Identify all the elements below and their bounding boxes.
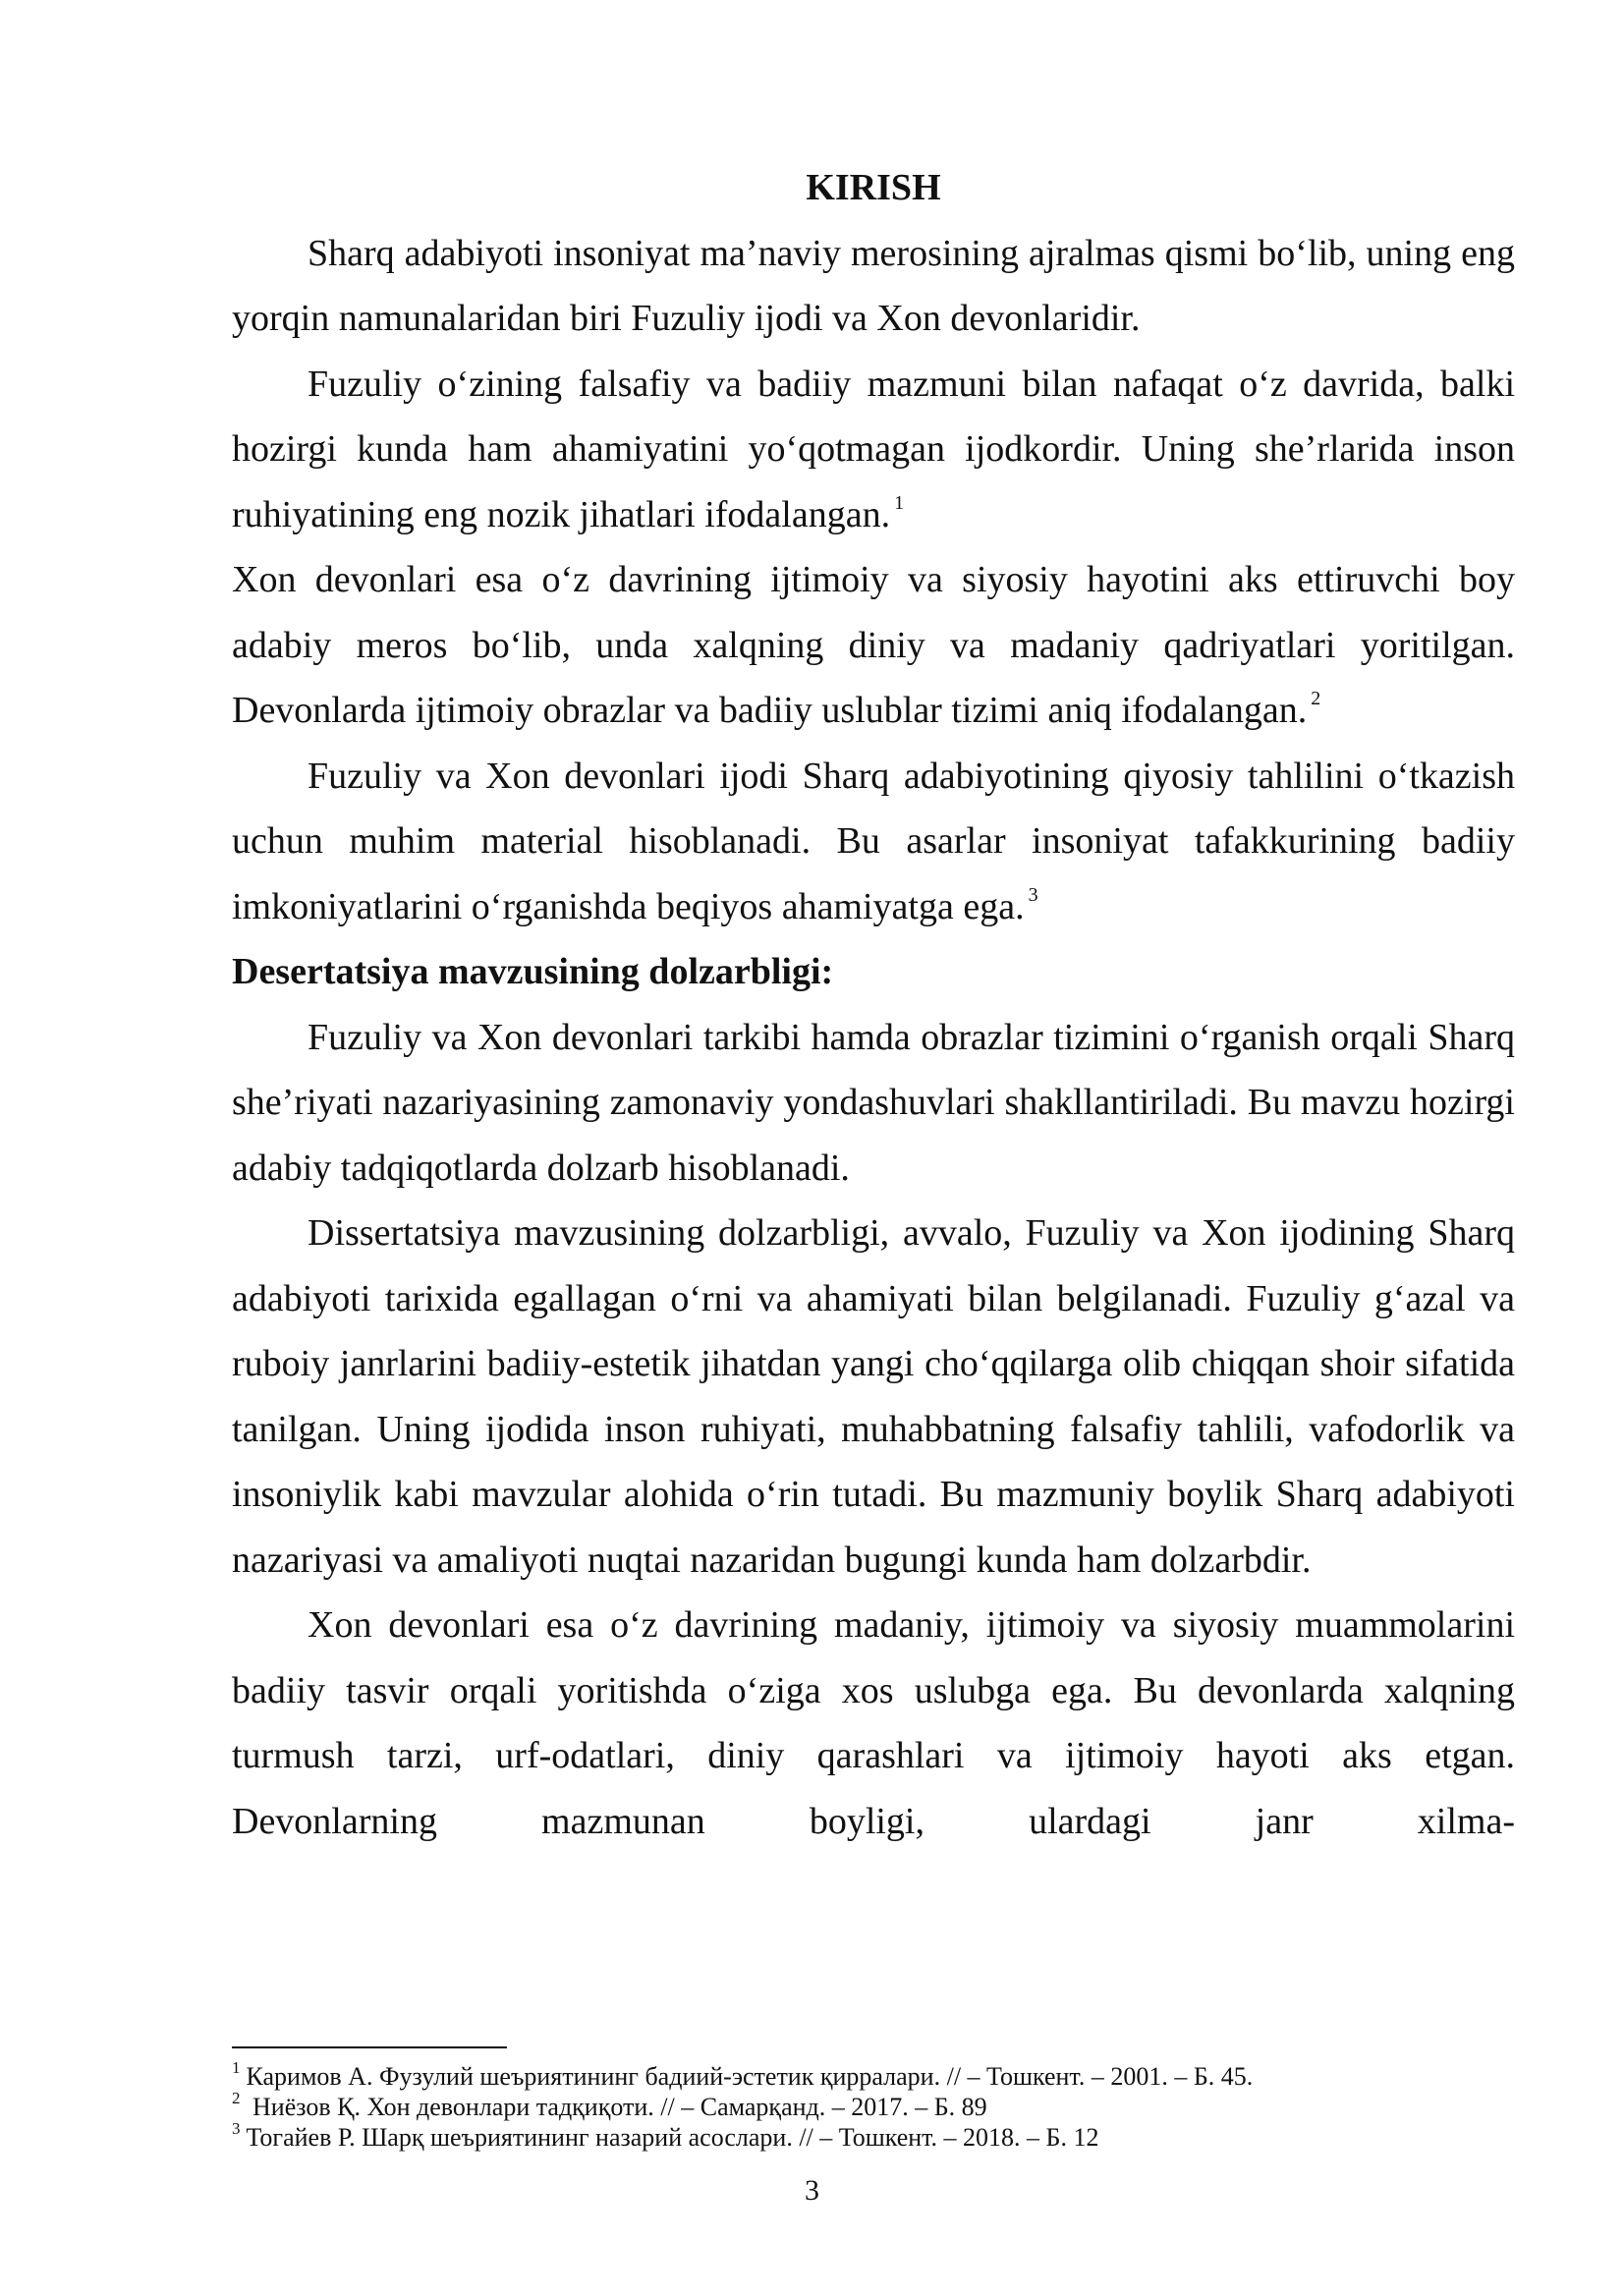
page-number: 3 <box>805 2174 819 2207</box>
paragraph-2 <box>232 352 1515 548</box>
paragraph-2-text: Fuzuliy o‘zining falsafiy va badiiy mazmuni bilan nafaqat o‘z davrida, balki hozirgi kunda ham ahamiyatini yo‘qotmagan ijodkordir. Uning she’rlarida inson ruhiyatining eng nozik jihatlari ifodalangan. <box>232 363 1515 535</box>
paragraph-4-text: Fuzuliy va Xon devonlari ijodi Sharq adabiyotining qiyosiy tahlilini o‘tkazish uchun muhim material hisoblanadi. Bu asarlar insoniyat tafakkurining badiiy imkoniyatlarini o‘rganishda beqiyos ahamiyatga ega. <box>232 755 1515 927</box>
footnote-ref-2[interactable]: 2 <box>1311 688 1321 709</box>
footnote-number: 2 <box>232 2089 241 2108</box>
footnote-3 <box>232 2119 1515 2153</box>
footnote-separator <box>232 2046 507 2048</box>
paragraph-3 <box>232 547 1515 744</box>
footnote-ref-1[interactable]: 1 <box>894 491 905 514</box>
subsection-heading: Desertatsiya mavzusining dolzarbligi: <box>232 951 834 992</box>
footnote-text: Тогайев Р. Шарқ шеъриятининг назарий асослари. // – Тошкент. – 2018. – Б. 12 <box>246 2123 1099 2152</box>
footnote-ref-3[interactable]: 3 <box>1028 883 1038 906</box>
footnote-text: Ниёзов Қ. Хон девонлари тадқиқоти. // – Самарқанд. – 2017. – Б. 89 <box>246 2093 987 2121</box>
paragraph-4 <box>232 744 1515 940</box>
paragraph-1: Sharq adabiyoti insoniyat ma’naviy merosining ajralmas qismi bo‘lib, uning eng yorqin namunalaridan biri Fuzuliy ijodi va Xon devonlaridir. <box>232 232 1515 339</box>
footnote-text: Каримов А. Фузулий шеъриятининг бадиий-эстетик қирралари. // – Тошкент. – 2001. – Б. 45. <box>246 2062 1254 2091</box>
footnotes <box>232 2058 1515 2153</box>
footnote-number: 1 <box>232 2058 241 2078</box>
section-heading: KIRISH <box>806 167 941 208</box>
footnote-2 <box>232 2089 1515 2122</box>
main-text <box>232 155 1515 1854</box>
footnote-number: 3 <box>232 2119 241 2139</box>
footnote-1 <box>232 2058 1515 2092</box>
paragraph-7: Xon devonlari esa o‘z davrining madaniy, ijtimoiy va siyosiy muammolarini badiiy tasvir orqali yoritishda o‘ziga xos uslubga ega. Bu devonlarda xalqning turmush tarzi, urf-odatlari, diniy qarashlari va ijtimoiy hayoti aks etgan. Devonlarning mazmunan boyligi, ulardagi janr xilma- <box>232 1604 1515 1842</box>
paragraph-5: Fuzuliy va Xon devonlari tarkibi hamda obrazlar tizimini o‘rganish orqali Sharq she’riyati nazariyasining zamonaviy yondashuvlari shakllantiriladi. Bu mavzu hozirgi adabiy tadqiqotlarda dolzarb hisoblanadi. <box>232 1016 1515 1189</box>
paragraph-3-text: Xon devonlari esa o‘z davrining ijtimoiy va siyosiy hayotini aks ettiruvchi boy adabiy meros bo‘lib, unda xalqning diniy va madaniy qadriyatlari yoritilgan. Devonlarda ijtimoiy obrazlar va badiiy uslublar tizimi aniq ifodalangan. <box>232 559 1515 731</box>
paragraph-6: Dissertatsiya mavzusining dolzarbligi, avvalo, Fuzuliy va Xon ijodining Sharq adabiyoti tarixida egallagan o‘rni va ahamiyati bilan belgilanadi. Fuzuliy g‘azal va ruboiy janrlarini badiiy-estetik jihatdan yangi cho‘qqilarga olib chiqqan shoir sifatida tanilgan. Uning ijodida inson ruhiyati, muhabbatning falsafiy tahlili, vafodorlik va insoniylik kabi mavzular alohida o‘rin tutadi. Bu mazmuniy boylik Sharq adabiyoti nazariyasi va amaliyoti nuqtai nazaridan bugungi kunda ham dolzarbdir. <box>232 1212 1515 1581</box>
